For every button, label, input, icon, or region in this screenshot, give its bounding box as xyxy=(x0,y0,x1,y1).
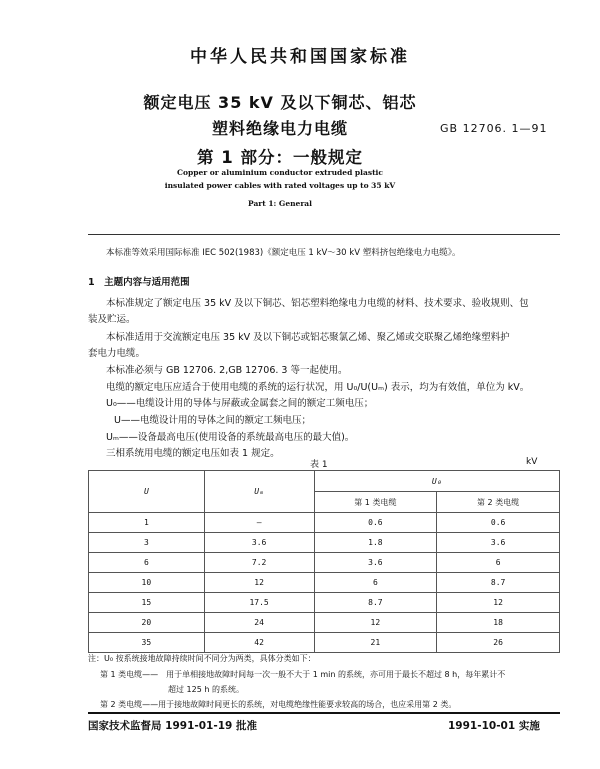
cell-cat2: 18 xyxy=(437,613,560,633)
cell-u: 10 xyxy=(89,573,205,593)
paragraph-applicability-line1: 本标准适用于交流额定电压 35 kV 及以下铜芯或铝芯聚氯乙烯、聚乙烯或交联聚乙烯绝缘塑料护 xyxy=(106,332,510,343)
cell-cat2: 0.6 xyxy=(437,513,560,533)
header-category2: 第 2 类电缆 xyxy=(437,492,560,513)
cell-um: 42 xyxy=(204,633,314,653)
title-cn-line1: 额定电压 35 kV 及以下铜芯、铝芯 xyxy=(143,93,417,112)
cell-cat2: 12 xyxy=(437,593,560,613)
title-en-line1: Copper or aluminium conductor extruded plastic xyxy=(177,168,383,177)
table-row xyxy=(89,533,560,553)
paragraph-scope-line2: 装及贮运。 xyxy=(88,314,136,325)
cell-cat1: 3.6 xyxy=(314,553,437,573)
header-u: U xyxy=(89,471,205,513)
definition-u: U——电缆设计用的导体之间的额定工频电压； xyxy=(114,415,311,426)
header-category1: 第 1 类电缆 xyxy=(314,492,437,513)
cell-cat1: 6 xyxy=(314,573,437,593)
paragraph-voltage: 电缆的额定电压应适合于使用电缆的系统的运行状况，用 U₀/U(Uₘ) 表示，均为有效值，单位为 kV。 xyxy=(106,382,530,393)
cell-um: 12 xyxy=(204,573,314,593)
standard-number: GB 12706. 1—91 xyxy=(440,122,548,135)
cell-cat2: 26 xyxy=(437,633,560,653)
note-category1-line1: 第 1 类电缆—— 用于单相接地故障时间每一次一般不大于 1 min 的系统，亦可用于最长不超过 8 h，每年累计不 xyxy=(100,670,506,679)
cell-um: 17.5 xyxy=(204,593,314,613)
cell-cat2: 8.7 xyxy=(437,573,560,593)
cell-u: 35 xyxy=(89,633,205,653)
implementation-date: 1991-10-01 实施 xyxy=(448,720,540,732)
table-caption: 表 1 xyxy=(310,460,328,470)
cell-u: 15 xyxy=(89,593,205,613)
cell-cat2: 6 xyxy=(437,553,560,573)
cell-u: 3 xyxy=(89,533,205,553)
cell-cat1: 8.7 xyxy=(314,593,437,613)
note-category1-line2: 超过 125 h 的系统。 xyxy=(168,685,244,694)
intro-paragraph: 本标准等效采用国际标准 IEC 502(1983)《额定电压 1 kV～30 kV 塑料挤包绝缘电力电缆》。 xyxy=(106,248,461,258)
approval-date: 国家技术监督局 1991-01-19 批准 xyxy=(88,720,257,732)
section1-title: 1 主题内容与适用范围 xyxy=(88,277,190,288)
cell-u: 1 xyxy=(89,513,205,533)
table-unit: kV xyxy=(526,457,538,467)
cell-um: 7.2 xyxy=(204,553,314,573)
table-row xyxy=(89,573,560,593)
paragraph-usage: 本标准必须与 GB 12706. 2,GB 12706. 3 等一起使用。 xyxy=(106,365,348,376)
table-row xyxy=(89,593,560,613)
header-u0: U₀ xyxy=(314,471,560,492)
note-heading: 注：U₀ 按系统接地故障持续时间不同分为两类，具体分类如下： xyxy=(88,654,316,663)
paragraph-scope-line1: 本标准规定了额定电压 35 kV 及以下铜芯、铝芯塑料绝缘电力电缆的材料、技术要求、验收规则、包 xyxy=(106,298,529,309)
cell-um: 3.6 xyxy=(204,533,314,553)
voltage-table xyxy=(88,470,560,653)
table-row xyxy=(89,613,560,633)
definition-um: Uₘ——设备最高电压(使用设备的系统最高电压的最大值)。 xyxy=(106,432,355,443)
table-row xyxy=(89,633,560,653)
paragraph-applicability-line2: 套电力电缆。 xyxy=(88,348,146,359)
cell-cat2: 3.6 xyxy=(437,533,560,553)
header-divider xyxy=(88,234,560,235)
header-um: Uₘ xyxy=(204,471,314,513)
cell-um: 24 xyxy=(204,613,314,633)
cell-cat1: 12 xyxy=(314,613,437,633)
cell-u: 6 xyxy=(89,553,205,573)
cell-cat1: 0.6 xyxy=(314,513,437,533)
national-standard-heading: 中华人民共和国国家标准 xyxy=(190,47,410,67)
paragraph-table-ref: 三相系统用电缆的额定电压如表 1 规定。 xyxy=(106,448,280,459)
footer-divider xyxy=(88,712,560,714)
cell-cat1: 1.8 xyxy=(314,533,437,553)
table-row xyxy=(89,553,560,573)
title-en-line3: Part 1: General xyxy=(248,199,312,208)
title-en-line2: insulated power cables with rated voltages up to 35 kV xyxy=(164,181,396,190)
cell-cat1: 21 xyxy=(314,633,437,653)
title-cn-line2: 塑料绝缘电力电缆 xyxy=(211,119,348,138)
table-row xyxy=(89,513,560,533)
cell-u: 20 xyxy=(89,613,205,633)
definition-u0: U₀——电缆设计用的导体与屏蔽或金属套之间的额定工频电压； xyxy=(106,398,374,409)
cell-um: — xyxy=(204,513,314,533)
title-cn-line3: 第 1 部分：一般规定 xyxy=(197,148,363,167)
note-category2: 第 2 类电缆——用于接地故障时间更长的系统，对电缆绝缘性能要求较高的场合，也应采用第 2 类。 xyxy=(100,700,457,709)
